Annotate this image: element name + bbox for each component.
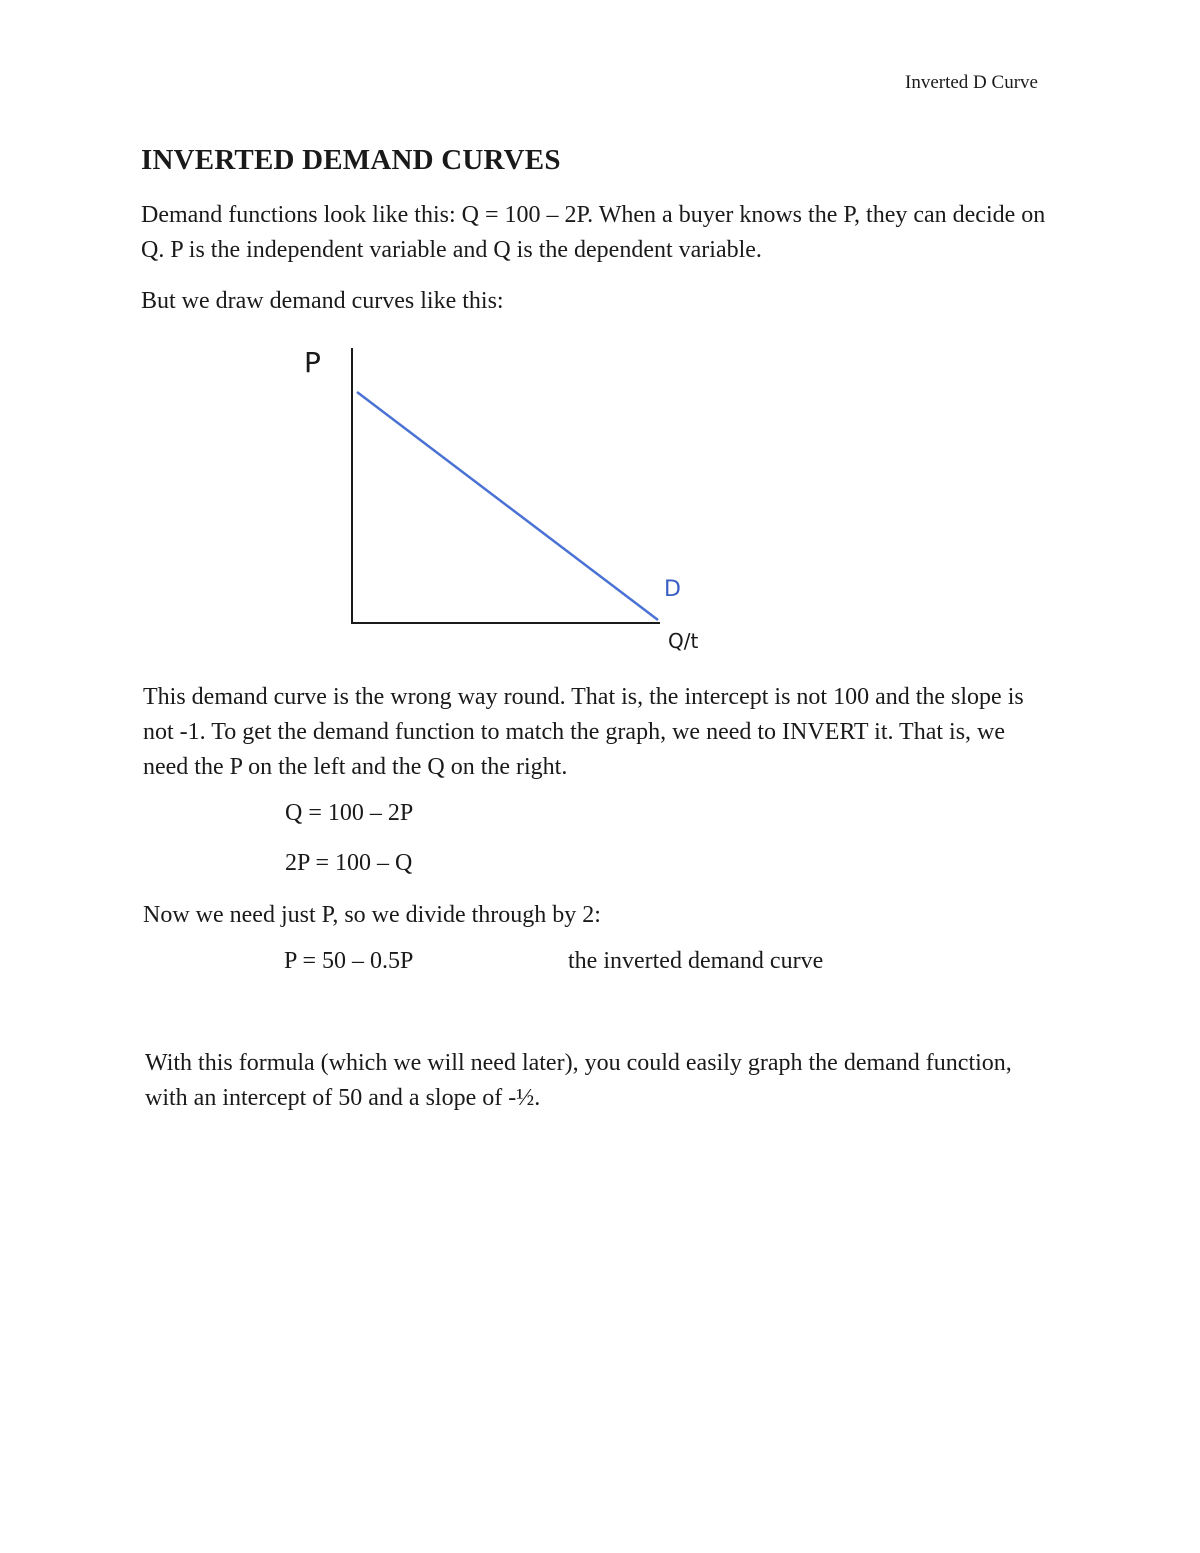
paragraph-wrong-way: This demand curve is the wrong way round. That is, the intercept is not 100 and the slope is not -1. To get the demand function to match the graph, we need to INVERT it. That is, we need the P on the left and the Q on the right.	[143, 684, 1024, 780]
y-axis-label: P	[304, 346, 321, 379]
page-title: INVERTED DEMAND CURVES	[141, 144, 561, 176]
paragraph-divide: Now we need just P, so we divide through by 2:	[143, 902, 601, 928]
running-header: Inverted D Curve	[905, 72, 1038, 93]
x-axis-label: Q/t	[668, 629, 699, 653]
demand-curve-line	[357, 392, 658, 620]
demand-curve-label: D	[664, 577, 681, 602]
paragraph-draw: But we draw demand curves like this:	[141, 288, 504, 314]
demand-curve-graph	[280, 330, 740, 670]
equation-rearranged: 2P = 100 – Q	[285, 850, 413, 876]
paragraph-intro: Demand functions look like this: Q = 100 – 2P. When a buyer knows the P, they can decide on Q. P is the independent variable and Q is the dependent variable.	[141, 202, 1046, 263]
equation-demand: Q = 100 – 2P	[285, 800, 414, 826]
paragraph-conclusion: With this formula (which we will need later), you could easily graph the demand function, with an intercept of 50 and a slope of -½.	[145, 1050, 1012, 1111]
equation-inverted: P = 50 – 0.5P	[284, 948, 414, 974]
equation-inverted-note: the inverted demand curve	[568, 948, 824, 974]
